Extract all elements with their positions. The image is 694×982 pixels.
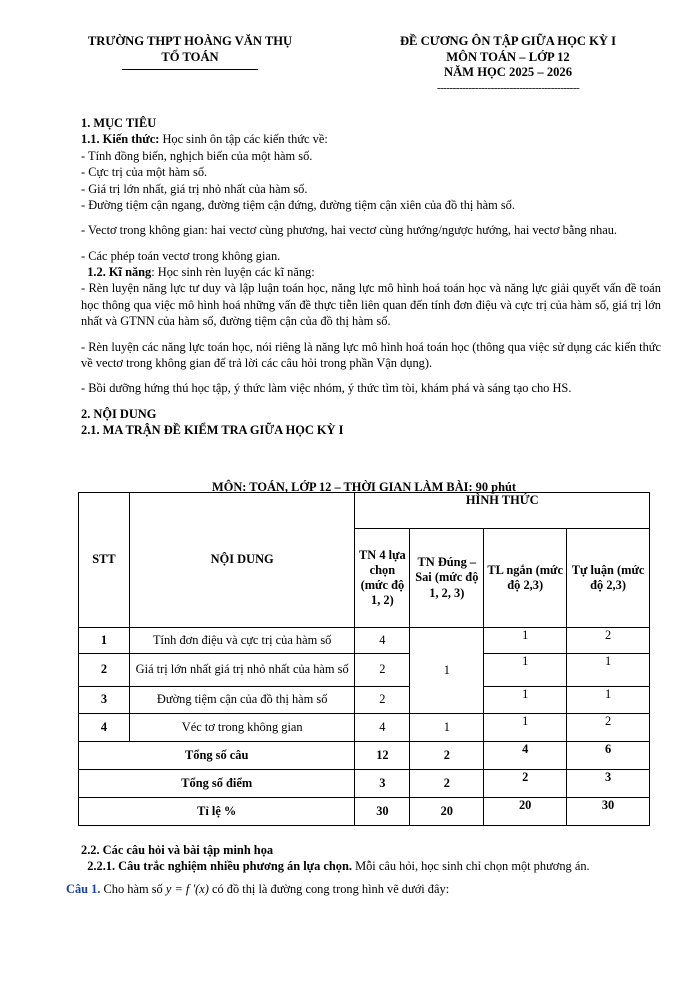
knowledge-item: - Cực trị của một hàm số. [81,165,208,180]
row-stt: 2 [79,654,130,687]
knowledge-intro [81,131,661,147]
row-essay: 1 [567,654,650,687]
header-right [368,34,648,94]
question-1-math: y = f ′(x) [165,881,209,896]
header-short-answer: TL ngắn (mức độ 2,3) [484,529,567,628]
knowledge-text: Học sinh ôn tập các kiến thức về: [159,132,328,147]
row-stt: 1 [79,628,130,654]
row-short: 1 [484,714,567,742]
total-essay: 6 [567,742,650,770]
header-stt: STT [79,493,130,628]
total-short: 20 [484,798,567,826]
header-dashes: --------------------------------------------- [436,82,580,95]
total-label: Tổng số điểm [79,770,355,798]
total-label: Tổng số câu [79,742,355,770]
section-2-1-title: 2.1. MA TRẬN ĐỀ KIỂM TRA GIỮA HỌC KỲ I [81,423,344,437]
matrix-table-title: MÔN: TOÁN, LỚP 12 – THỜI GIAN LÀM BÀI: 90 phút [212,480,516,494]
exam-matrix-table [78,492,650,826]
total-true-false: 2 [410,770,484,798]
section-2-2-title: 2.2. Các câu hỏi và bài tập minh họa [81,843,274,857]
merged-true-false: 1 [410,628,484,714]
skills-item-3: - Bồi dưỡng hứng thú học tập, ý thức làm việc nhóm, ý thức tìm tòi, khám phá và sáng tạo cho HS. [81,381,572,396]
knowledge-item: - Đường tiệm cận ngang, đường tiệm cận đứng, đường tiệm cận xiên của đồ thị hàm số. [81,197,515,212]
row-content: Đường tiệm cận của đồ thị hàm số [129,687,354,714]
section-2-2-1-line [81,858,661,874]
row-short: 1 [484,628,567,654]
total-mc4: 12 [355,742,410,770]
row-content: Véc tơ trong không gian [129,714,354,742]
examples-section [66,842,661,897]
row-stt: 4 [79,714,130,742]
question-1-text-a: Cho hàm số [100,881,166,896]
header-left [70,34,310,70]
row-true-false: 1 [410,714,484,742]
header-mc4: TN 4 lựa chọn (mức độ 1, 2) [355,529,410,628]
total-essay: 3 [567,770,650,798]
section-1-title: 1. MỤC TIÊU [81,116,157,130]
total-row [79,770,650,798]
skills-item-2: - Rèn luyện các năng lực toán học, nói riêng là năng lực mô hình hoá toán học (thông qua việc sử dụng các kiến thức về vectơ trong không gian để trả lời các câu hỏi trong phần Vận dụng). [81,339,661,370]
header-true-false: TN Đúng – Sai (mức độ 1, 2, 3) [410,529,484,628]
header-form: HÌNH THỨC [355,493,650,529]
question-1-label: Câu 1. [66,881,101,896]
row-essay: 1 [567,687,650,714]
row-essay: 2 [567,714,650,742]
header-essay: Tự luận (mức độ 2,3) [567,529,650,628]
knowledge-item: - Tính đồng biến, nghịch biến của một hàm số. [81,148,313,163]
row-mc4: 2 [355,654,410,687]
total-true-false: 2 [410,742,484,770]
row-essay: 2 [567,628,650,654]
total-essay: 30 [567,798,650,826]
knowledge-label: 1.1. Kiến thức: [81,132,160,147]
table-row [79,687,650,714]
skills-intro [81,264,661,280]
objectives-section [81,115,661,438]
row-short: 1 [484,687,567,714]
total-short: 2 [484,770,567,798]
knowledge-vector-2: - Các phép toán vectơ trong không gian. [81,248,281,263]
skills-text: : Học sinh rèn luyện các kĩ năng: [151,265,315,279]
table-row [79,714,650,742]
knowledge-item: - Giá trị lớn nhất, giá trị nhỏ nhất của hàm số. [81,181,308,196]
school-name: TRƯỜNG THPT HOÀNG VĂN THỤ [87,34,293,48]
row-stt: 3 [79,687,130,714]
row-content: Tính đơn điệu và cực trị của hàm số [129,628,354,654]
question-1-text-b: có đồ thị là đường cong trong hình vẽ dưới đây: [208,881,450,896]
total-true-false: 20 [410,798,484,826]
table-row [79,654,650,687]
table-row [79,628,650,654]
row-mc4: 2 [355,687,410,714]
row-mc4: 4 [355,714,410,742]
department-name: TỔ TOÁN [161,49,219,64]
row-mc4: 4 [355,628,410,654]
row-short: 1 [484,654,567,687]
skills-label: 1.2. Kĩ năng [87,265,152,279]
section-2-2-1-text: Mỗi câu hỏi, học sinh chỉ chọn một phương án. [351,859,590,874]
total-short: 4 [484,742,567,770]
row-content: Giá trị lớn nhất giá trị nhỏ nhất của hàm số [129,654,354,687]
total-row [79,742,650,770]
total-mc4: 30 [355,798,410,826]
header-content: NỘI DUNG [129,493,354,628]
section-2-2-1-label: 2.2.1. Câu trắc nghiệm nhiều phương án lựa chọn. [87,859,352,874]
question-1 [66,881,661,897]
subject-line: MÔN TOÁN – LỚP 12 [446,49,570,64]
document-title: ĐỀ CƯƠNG ÔN TẬP GIỮA HỌC KỲ I [399,34,617,48]
total-mc4: 3 [355,770,410,798]
knowledge-vector-1: - Vectơ trong không gian: hai vectơ cùng phương, hai vectơ cùng hướng/ngược hướng, hai vectơ bằng nhau. [81,223,618,238]
total-row [79,798,650,826]
header-rule [122,69,258,70]
total-label: Tỉ lệ % [79,798,355,826]
section-2-title: 2. NỘI DUNG [81,406,157,421]
school-year: NĂM HỌC 2025 – 2026 [443,65,573,80]
skills-item-1: - Rèn luyện năng lực tư duy và lập luận toán học, năng lực mô hình hoá toán học và năng lực giải quyết vấn đề toán học thông qua việc mô hình hoá những vấn đề thực tiễn liên quan đến tính đơn điệu và cực trị của hàm số, giá trị lớn nhất và GTNN của hàm số, đường tiệm cận của đồ thị hàm số. [81,281,661,329]
